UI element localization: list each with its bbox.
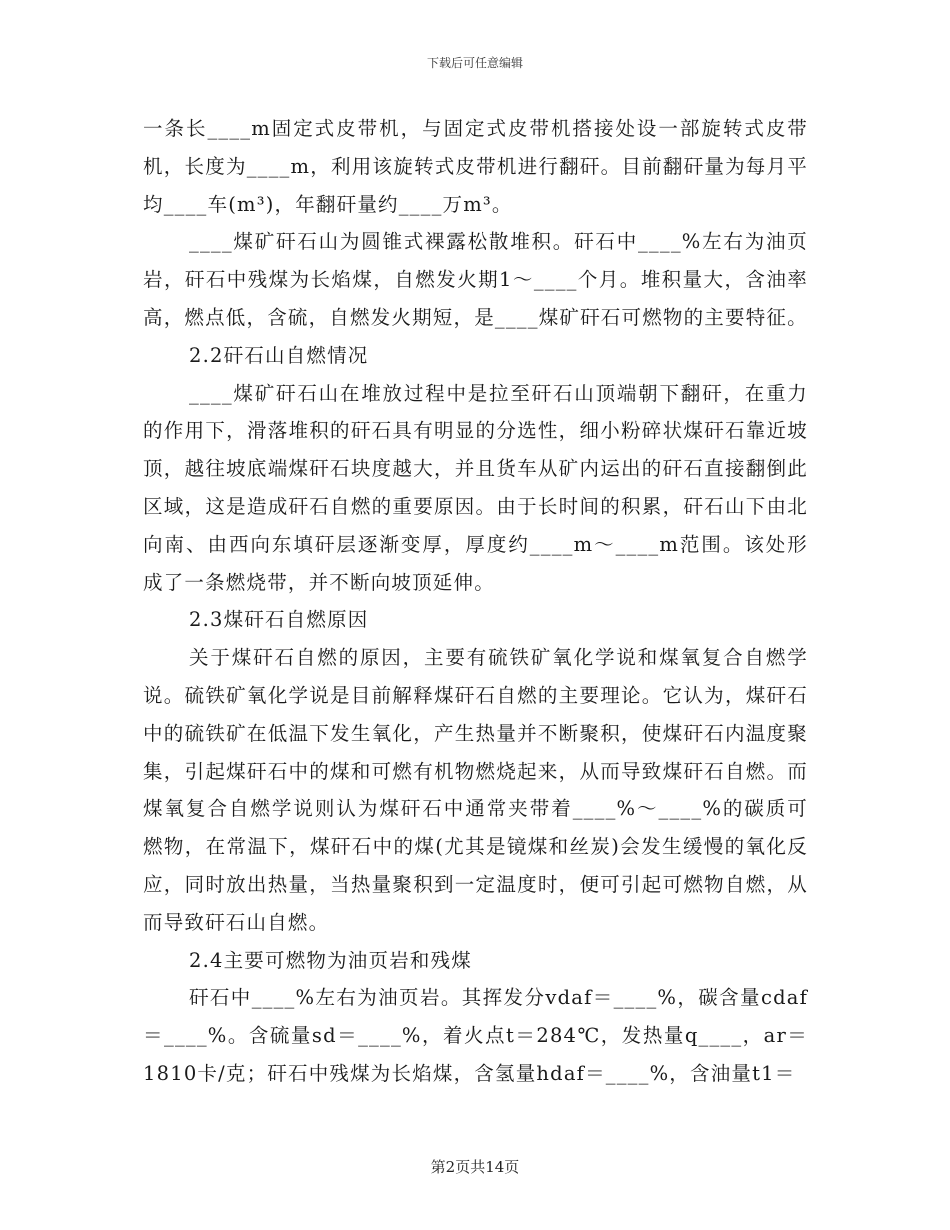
page-footer: 第2页共14页 (430, 1158, 520, 1176)
section-heading: 2.2矸石山自燃情况 (189, 343, 369, 367)
paragraph: ____煤矿矸石山在堆放过程中是拉至矸石山顶端朝下翻矸，在重力的作用下，滑落堆积的矸石具有明显的分选性，细小粉碎状煤矸石靠近坡顶，越往坡底端煤矸石块度越大，并且货车从矿内运出的矸石直接翻倒此区域，这是造成矸石自燃的重要原因。由于长时间的积累，矸石山下由北向南、由西向东填矸层逐渐变厚，厚度约____m～____m范围。该处形成了一条燃烧带，并不断向坡顶延伸。 (143, 381, 808, 594)
document-body (143, 110, 808, 1093)
paragraph: 关于煤矸石自燃的原因，主要有硫铁矿氧化学说和煤氧复合自燃学说。硫铁矿氧化学说是目前解释煤矸石自燃的主要理论。它认为，煤矸石中的硫铁矿在低温下发生氧化，产生热量并不断聚积，使煤矸石内温度聚集，引起煤矸石中的煤和可燃有机物燃烧起来，从而导致煤矸石自燃。而煤氧复合自燃学说则认为煤矸石中通常夹带着____%～____%的碳质可燃物，在常温下，煤矸石中的煤(尤其是镜煤和丝炭)会发生缓慢的氧化反应，同时放出热量，当热量聚积到一定温度时，便可引起可燃物自燃，从而导致矸石山自燃。 (143, 646, 808, 934)
section-heading: 2.4主要可燃物为油页岩和残煤 (189, 948, 473, 972)
page-header: 下载后可任意编辑 (426, 56, 523, 70)
section-heading: 2.3煤矸石自燃原因 (189, 608, 369, 632)
paragraph: 一条长____m固定式皮带机，与固定式皮带机搭接处设一部旋转式皮带机，长度为____m，利用该旋转式皮带机进行翻矸。目前翻矸量为每月平均____车(m³)，年翻矸量约____万m³。 (143, 117, 808, 216)
paragraph: ____煤矿矸石山为圆锥式裸露松散堆积。矸石中____%左右为油页岩，矸石中残煤为长焰煤，自燃发火期1～____个月。堆积量大，含油率高，燃点低，含硫，自燃发火期短，是____煤矿矸石可燃物的主要特征。 (143, 230, 808, 329)
paragraph: 矸石中____%左右为油页岩。其挥发分vdaf＝____%，碳含量cdaf＝____%。含硫量sd＝____%，着火点t＝284℃，发热量q____，ar＝1810卡/克；矸石中残煤为长焰煤，含氢量hdaf＝____%，含油量t1＝ (143, 986, 808, 1085)
